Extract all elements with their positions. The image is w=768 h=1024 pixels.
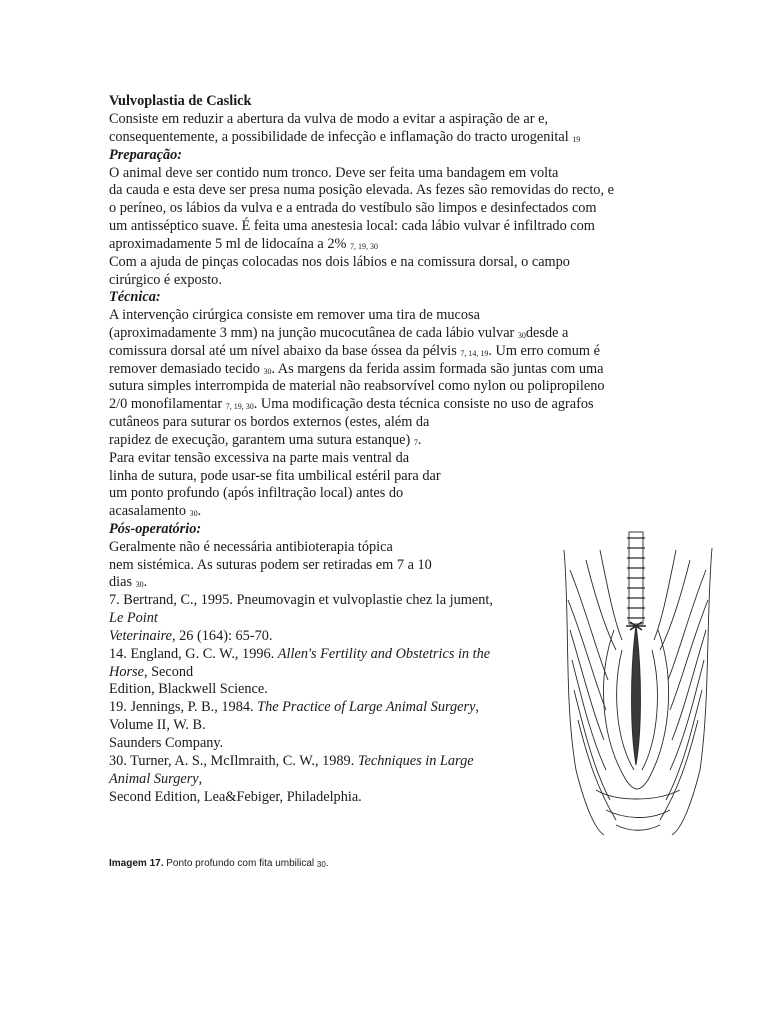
citation: 19 [572, 135, 581, 144]
citation: 30 [189, 509, 198, 518]
technique-line-1: A intervenção cirúrgica consiste em remover uma tira de mucosa [109, 307, 480, 323]
citation: 30 [316, 860, 326, 869]
preparation-line-1: O animal deve ser contido num tronco. Deve ser feita uma bandagem em volta [109, 165, 559, 181]
reference-7-line-3: Veterinaire, 26 (164): 65-70. [109, 628, 273, 644]
reference-30-line-1: 30. Turner, A. S., McIlmraith, C. W., 1989. Techniques in Large [109, 753, 474, 769]
preparation-line-6: Com a ajuda de pinças colocadas nos dois lábios e na comissura dorsal, o campo [109, 254, 570, 270]
technique-line-8: rapidez de execução, garantem uma sutura estanque) 7. [109, 432, 422, 448]
technique-line-11: um ponto profundo (após infiltração local) antes do [109, 485, 404, 501]
citation: 30 [517, 331, 526, 340]
postoperative-heading: Pós-operatório: [109, 521, 202, 537]
citation: 7 [413, 438, 418, 447]
technique-line-3: comissura dorsal até um nível abaixo da base óssea da pélvis 7, 14, 19. Um erro comum é [109, 343, 600, 359]
postoperative-line-3: dias 30. [109, 574, 148, 590]
preparation-line-4: um antisséptico suave. É feita uma anestesia local: cada lábio vulvar é infiltrado com [109, 218, 595, 234]
citation: 7, 19, 30 [349, 242, 378, 251]
preparation-line-7: cirúrgico é exposto. [109, 272, 222, 288]
section-title: Vulvoplastia de Caslick [109, 93, 252, 109]
reference-14-line-2: Horse, Second [109, 664, 194, 680]
citation: 7, 19, 30 [225, 402, 254, 411]
intro-line-1: Consiste em reduzir a abertura da vulva de modo a evitar a aspiração de ar e, [109, 111, 549, 127]
intro-line-2: consequentemente, a possibilidade de infecção e inflamação do tracto urogenital 19 [109, 129, 581, 145]
reference-7-line-1: 7. Bertrand, C., 1995. Pneumovagin et vulvoplastie chez la jument, [109, 592, 493, 608]
reference-19-line-3: Saunders Company. [109, 735, 224, 751]
technique-line-6: 2/0 monofilamentar 7, 19, 30. Uma modificação desta técnica consiste no uso de agrafos [109, 396, 594, 412]
technique-line-10: linha de sutura, pode usar-se fita umbilical estéril para dar [109, 468, 441, 484]
figure-caption: Imagem 17. Ponto profundo com fita umbilical 30. [109, 858, 329, 869]
citation: 7, 14, 19 [460, 349, 489, 358]
citation: 30 [263, 367, 272, 376]
technique-line-4: remover demasiado tecido 30. As margens da ferida assim formada são juntas com uma [109, 361, 604, 377]
postoperative-line-2: nem sistémica. As suturas podem ser retiradas em 7 a 10 [109, 557, 432, 573]
preparation-line-5: aproximadamente 5 ml de lidocaína a 2% 7, 19, 30 [109, 236, 378, 252]
citation: 30 [135, 580, 144, 589]
reference-7-line-2: Le Point [109, 610, 158, 626]
technique-line-2: (aproximadamente 3 mm) na junção mucocutânea de cada lábio vulvar 30desde a [109, 325, 569, 341]
reference-14-line-3: Edition, Blackwell Science. [109, 681, 268, 697]
preparation-line-2: da cauda e esta deve ser presa numa posição elevada. As fezes são removidas do recto, e [109, 182, 614, 198]
preparation-line-3: o períneo, os lábios da vulva e a entrada do vestíbulo são limpos e desinfectados com [109, 200, 597, 216]
technique-line-9: Para evitar tensão excessiva na parte mais ventral da [109, 450, 410, 466]
reference-19-line-1: 19. Jennings, P. B., 1984. The Practice of Large Animal Surgery, [109, 699, 479, 715]
technique-heading: Técnica: [109, 289, 161, 305]
preparation-heading: Preparação: [109, 147, 183, 163]
technique-line-7: cutâneos para suturar os bordos externos (estes, além da [109, 414, 430, 430]
reference-30-line-2: Animal Surgery, [109, 771, 203, 787]
technique-line-12: acasalamento 30. [109, 503, 202, 519]
reference-19-line-2: Volume II, W. B. [109, 717, 206, 733]
postoperative-line-1: Geralmente não é necessária antibioterapia tópica [109, 539, 393, 555]
reference-14-line-1: 14. England, G. C. W., 1996. Allen's Fertility and Obstetrics in the [109, 646, 491, 662]
technique-line-5: sutura simples interrompida de material não reabsorvível como nylon ou polipropileno [109, 378, 605, 394]
reference-30-line-3: Second Edition, Lea&Febiger, Philadelphia. [109, 789, 362, 805]
suture-illustration [556, 530, 718, 835]
